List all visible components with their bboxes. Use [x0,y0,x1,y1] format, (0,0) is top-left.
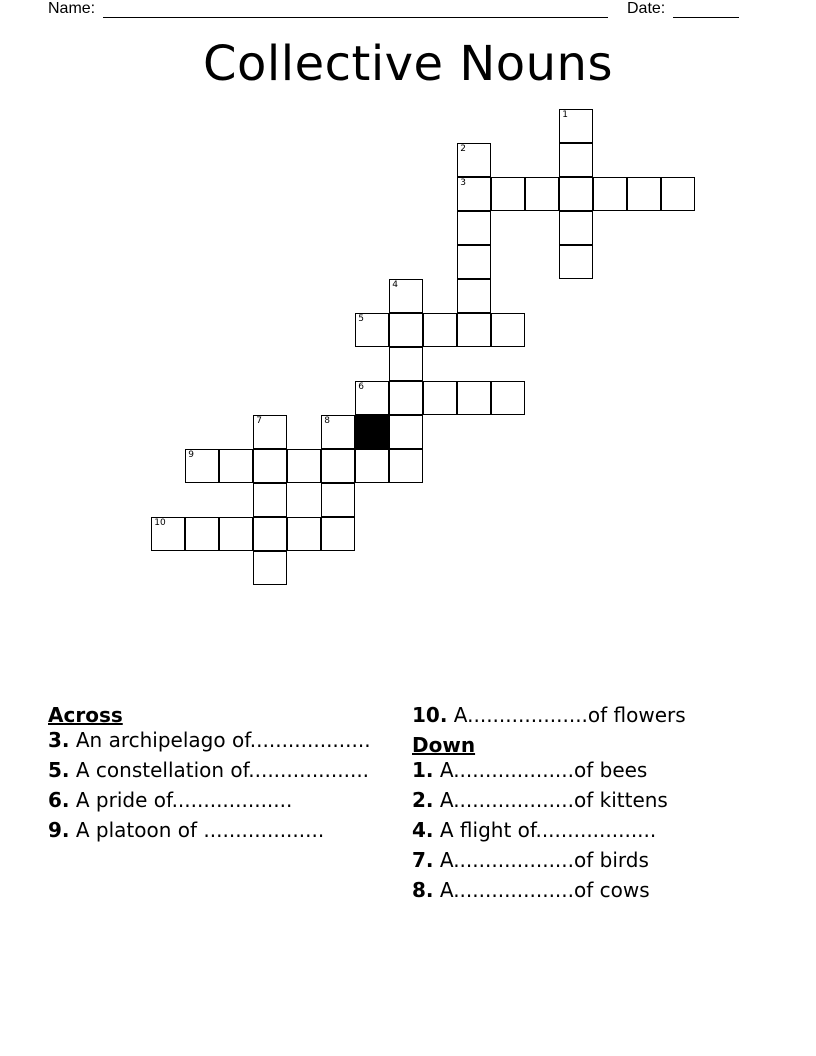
clues-column-left [48,703,378,848]
grid-cell[interactable] [287,517,321,551]
clue-item: 3. An archipelago of................... [48,728,371,752]
grid-cell[interactable] [661,177,695,211]
date-label: Date: [627,0,666,17]
name-label: Name: [48,0,96,17]
grid-cell[interactable] [389,415,423,449]
grid-cell[interactable] [321,415,355,449]
clue-item: 2. A...................of kittens [412,788,668,812]
clue-item: 6. A pride of................... [48,788,293,812]
grid-cell[interactable] [457,381,491,415]
grid-cell[interactable] [219,517,253,551]
grid-cell[interactable] [355,449,389,483]
grid-cell[interactable] [457,313,491,347]
clue-number: 7 [256,416,262,427]
grid-cell[interactable] [355,381,389,415]
grid-cell[interactable] [389,279,423,313]
grid-cell[interactable] [151,517,185,551]
clue-item: 1. A...................of bees [412,758,648,782]
grid-cell[interactable] [389,313,423,347]
grid-cell[interactable] [185,517,219,551]
grid-cell[interactable] [593,177,627,211]
page-title: Collective Nouns [203,36,613,92]
grid-cell[interactable] [491,177,525,211]
clue-number: 2 [460,144,466,155]
grid-cell[interactable] [253,483,287,517]
grid-cell[interactable] [559,245,593,279]
grid-cell[interactable] [321,449,355,483]
grid-cell[interactable] [389,347,423,381]
down-heading: Down [412,733,476,757]
grid-cell[interactable] [559,143,593,177]
clue-item: 8. A...................of cows [412,878,650,902]
grid-cell[interactable] [457,279,491,313]
grid-cell[interactable] [253,449,287,483]
clue-item: 10. A...................of flowers [412,703,686,727]
clue-number: 6 [358,382,364,393]
clue-number: 10 [154,518,166,529]
grid-cell[interactable] [525,177,559,211]
grid-cell[interactable] [355,313,389,347]
clue-number: 5 [358,314,364,325]
clue-number: 4 [392,280,398,291]
grid-cell[interactable] [423,381,457,415]
grid-cell[interactable] [491,381,525,415]
grid-cell[interactable] [389,449,423,483]
grid-cell[interactable] [287,449,321,483]
grid-cell[interactable] [219,449,253,483]
grid-cell[interactable] [457,211,491,245]
grid-cell[interactable] [423,313,457,347]
clue-item: 9. A platoon of ................... [48,818,325,842]
clue-number: 8 [324,416,330,427]
grid-cell[interactable] [253,415,287,449]
grid-cell-blocked [355,415,389,449]
grid-cell[interactable] [389,381,423,415]
grid-cell[interactable] [321,483,355,517]
grid-cell[interactable] [559,211,593,245]
clues-column-right [412,703,772,908]
grid-cell[interactable] [457,143,491,177]
grid-cell[interactable] [491,313,525,347]
grid-cell[interactable] [559,177,593,211]
clue-item: 4. A flight of................... [412,818,657,842]
grid-cell[interactable] [253,517,287,551]
grid-cell[interactable] [321,517,355,551]
grid-cell[interactable] [457,245,491,279]
clue-number: 9 [188,450,194,461]
grid-cell[interactable] [253,551,287,585]
clue-item: 5. A constellation of................... [48,758,370,782]
grid-cell[interactable] [627,177,661,211]
clue-item: 7. A...................of birds [412,848,649,872]
grid-cell[interactable] [559,109,593,143]
clue-number: 3 [460,178,466,189]
across-heading: Across [48,703,123,727]
grid-cell[interactable] [185,449,219,483]
clue-number: 1 [562,110,568,121]
grid-cell[interactable] [457,177,491,211]
